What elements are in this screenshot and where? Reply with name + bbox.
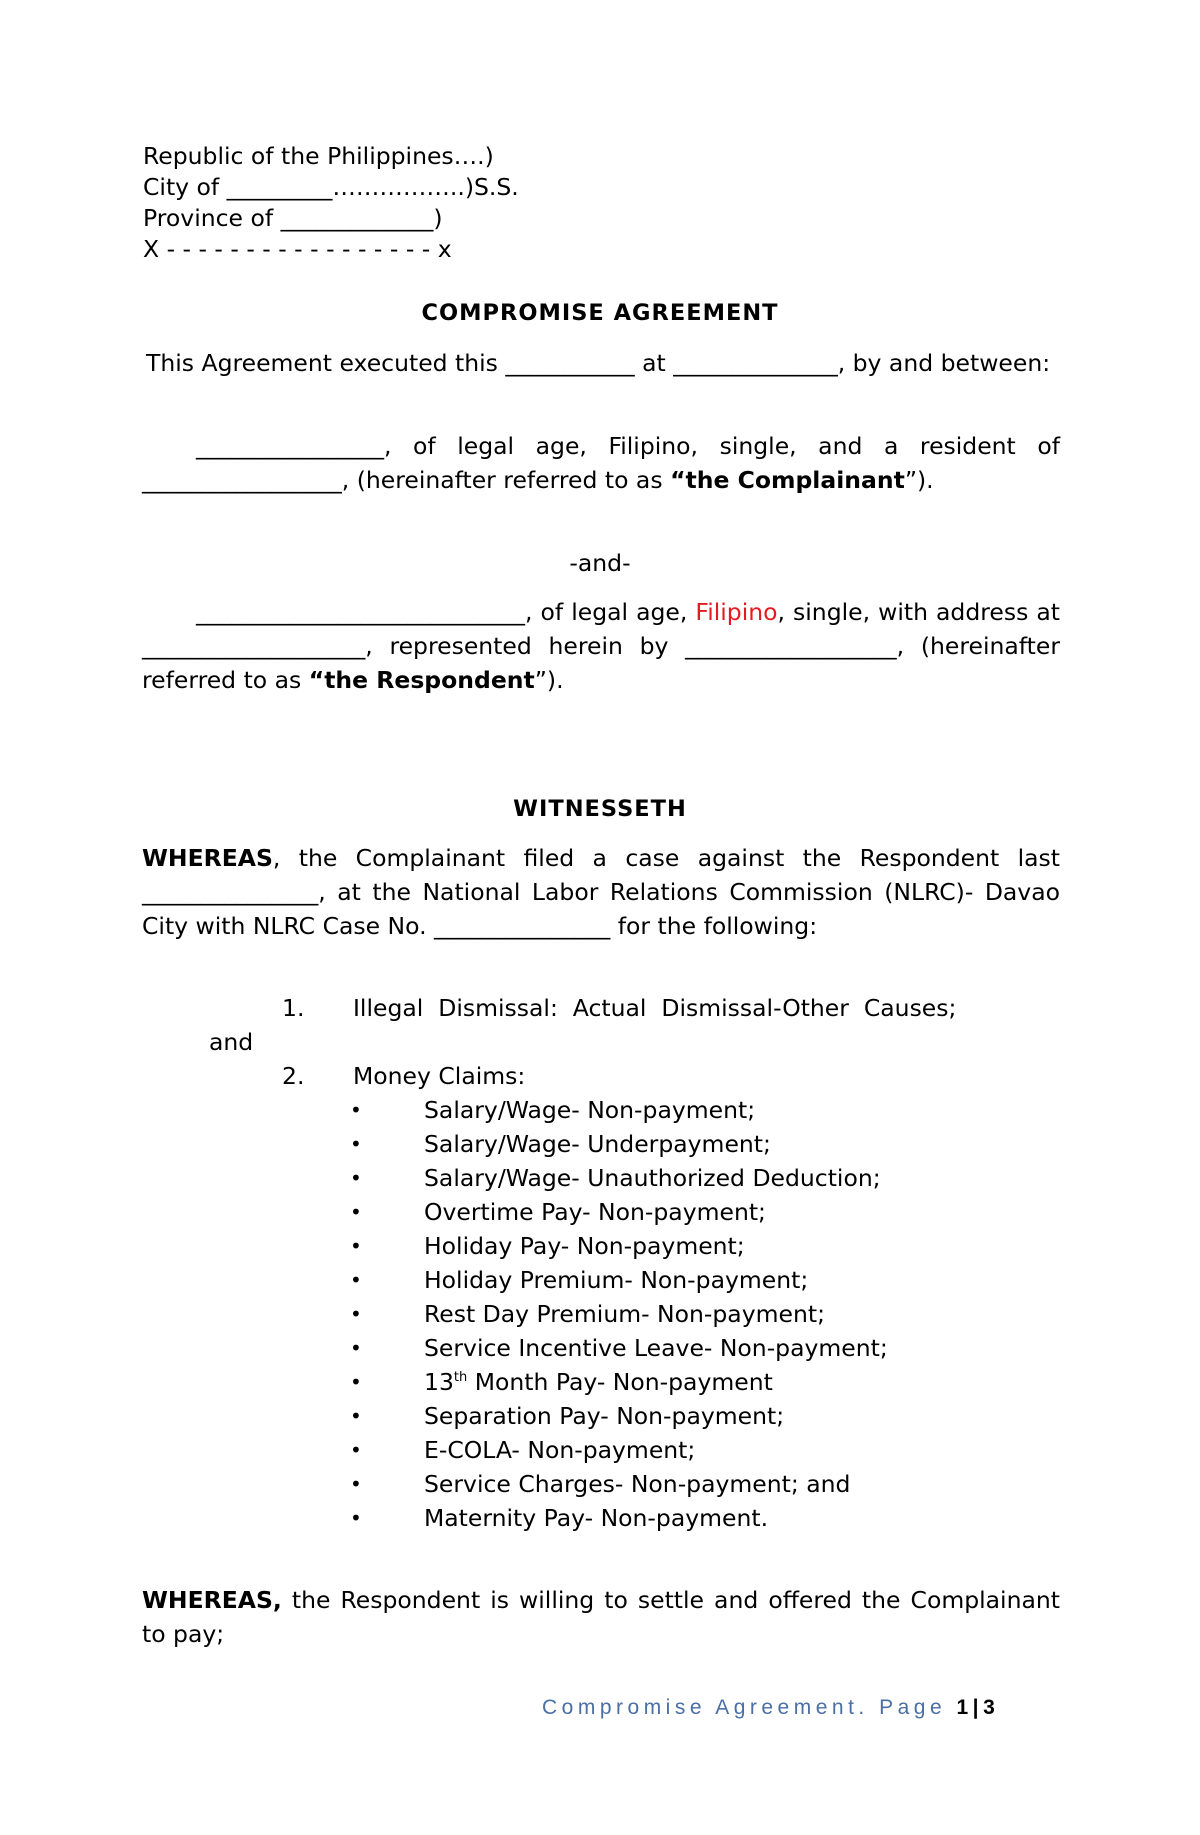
footer-page-number: 1 [956, 1696, 973, 1719]
whereas-case-paragraph [142, 841, 1060, 943]
respondent-details-b: , single, with address at ___________________, represented herein by __________________, (hereinafter referred to as [142, 598, 1060, 694]
footer-label: Compromise Agreement. Page [542, 1696, 957, 1719]
list-item-continuation: and [209, 1028, 254, 1056]
respondent-nationality-highlight: Filipino [695, 598, 778, 626]
witnesseth-heading: WITNESSETH [513, 796, 687, 822]
footer-total-pages: 3 [983, 1696, 1000, 1719]
bullet-icon: • [350, 1404, 362, 1428]
thirteenth-suffix: th [453, 1370, 468, 1386]
list-item: Service Incentive Leave- Non-payment; [424, 1334, 888, 1362]
bullet-icon: • [350, 1166, 362, 1190]
list-item: Holiday Premium- Non-payment; [424, 1266, 809, 1294]
list-item: Separation Pay- Non-payment; [424, 1402, 785, 1430]
bullet-icon: • [350, 1302, 362, 1326]
caption-city: City of _________……………..)S.S. [143, 173, 519, 201]
bullet-icon: • [350, 1098, 362, 1122]
and-separator: -and- [569, 549, 631, 577]
list-item-13th-month [424, 1365, 773, 1399]
bullet-icon: • [350, 1200, 362, 1224]
whereas-case-text: , the Complainant filed a case against the Respondent last _______________, at the National Labor Relations Commission (NLRC)- Davao City with NLRC Case No. _______________ for the following: [142, 844, 1060, 940]
list-number-2: 2. [282, 1062, 305, 1090]
whereas-lead: WHEREAS [142, 844, 273, 872]
list-item: Salary/Wage- Unauthorized Deduction; [424, 1164, 881, 1192]
bullet-icon: • [350, 1336, 362, 1360]
complainant-label: the Complainant [685, 466, 905, 494]
list-item: Salary/Wage- Non-payment; [424, 1096, 756, 1124]
list-item-money-claims: Money Claims: [353, 1062, 526, 1090]
whereas-settle-text: the Respondent is willing to settle and offered the Complainant to pay; [142, 1586, 1060, 1648]
bullet-icon: • [350, 1268, 362, 1292]
footer-separator: | [972, 1696, 984, 1719]
bullet-icon: • [350, 1438, 362, 1462]
complainant-close: ”). [904, 466, 934, 494]
whereas-settle-lead: WHEREAS, [142, 1586, 282, 1614]
list-item: Service Charges- Non-payment; and [424, 1470, 851, 1498]
thirteenth-rest: Month Pay- Non-payment [467, 1368, 773, 1396]
respondent-name-blank: ____________________________ [196, 598, 525, 626]
whereas-settle-paragraph [142, 1583, 1060, 1651]
complainant-name-blank: ________________ [196, 432, 384, 460]
list-item: Maternity Pay- Non-payment. [424, 1504, 769, 1532]
party-complainant-paragraph [142, 429, 1060, 497]
list-item: Salary/Wage- Underpayment; [424, 1130, 771, 1158]
respondent-details-a: , of legal age, [525, 598, 696, 626]
caption-province: Province of _____________) [143, 204, 443, 232]
document-title: COMPROMISE AGREEMENT [421, 300, 779, 326]
caption-republic: Republic of the Philippines….) [143, 142, 494, 170]
bullet-icon: • [350, 1234, 362, 1258]
bullet-icon: • [350, 1506, 362, 1530]
thirteenth-number: 13 [424, 1368, 454, 1396]
respondent-quote-open: “ [308, 666, 325, 694]
bullet-icon: • [350, 1132, 362, 1156]
list-item: Holiday Pay- Non-payment; [424, 1232, 745, 1260]
complainant-details: , of legal age, Filipino, single, and a resident of _________________, (hereinafter referred to as [142, 432, 1060, 494]
respondent-label: the Respondent [324, 666, 535, 694]
list-item: Overtime Pay- Non-payment; [424, 1198, 766, 1226]
list-item: E-COLA- Non-payment; [424, 1436, 696, 1464]
list-item-illegal-dismissal: Illegal Dismissal: Actual Dismissal-Other Causes; [353, 994, 957, 1022]
respondent-close: ”). [534, 666, 564, 694]
list-number-1: 1. [282, 994, 305, 1022]
party-respondent-paragraph [142, 595, 1060, 697]
caption-separator: X - - - - - - - - - - - - - - - - - x [143, 235, 452, 263]
bullet-icon: • [350, 1472, 362, 1496]
intro-paragraph [142, 346, 1060, 380]
bullet-icon: • [350, 1370, 362, 1394]
complainant-quote-open: “ [670, 466, 686, 494]
list-item: Rest Day Premium- Non-payment; [424, 1300, 825, 1328]
intro-text: This Agreement executed this ___________ at ______________, by and between: [146, 349, 1051, 377]
